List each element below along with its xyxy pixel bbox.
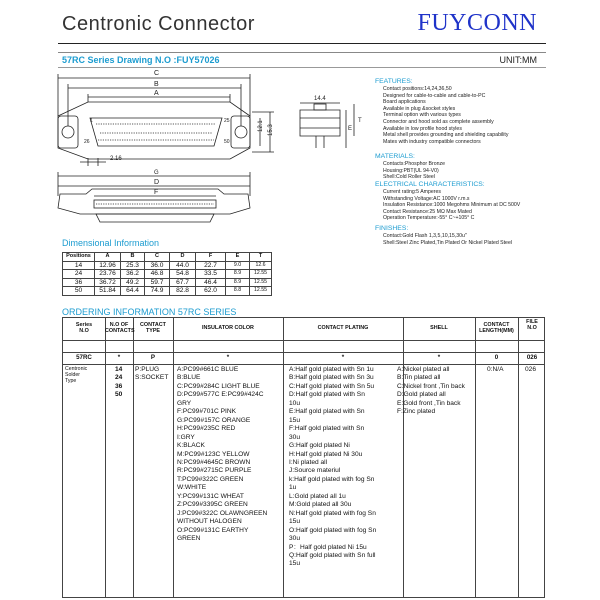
dim-table-cell: 51.84 [95, 287, 121, 296]
materials-title: MATERIALS: [375, 153, 415, 160]
pin-25-label: 25 [224, 118, 230, 124]
feature-item: Available in low profile hood styles [383, 125, 462, 132]
dimension-info-title: Dimensional Information [62, 238, 160, 248]
feature-item: Designed for cable-to-cable and cable-to-PC [383, 92, 486, 99]
header-type: CONTACT TYPE [140, 322, 166, 335]
dim-table-row [63, 278, 272, 287]
insulator-options [177, 366, 267, 544]
code-plating: * [341, 354, 345, 361]
shell-options [397, 366, 465, 417]
insulator-option: J:PC99#322C OLAWNGREEN [177, 509, 268, 517]
file-option: 026 [525, 366, 537, 373]
dim-table-cell: 14 [63, 261, 95, 270]
features-title: FEATURES: [375, 78, 413, 85]
dim-table-cell: 54.8 [170, 270, 196, 279]
plating-option: J:Source materiul [289, 467, 341, 475]
plating-option: k:Half gold plated with fog Sn [289, 475, 375, 483]
finishes-block [375, 225, 555, 246]
dim-header-cell: B [121, 253, 145, 262]
pin-1-label: 1 [90, 118, 93, 124]
series-description [65, 366, 87, 385]
dim-table-cell: 12.55 [250, 287, 272, 296]
code-length: 0 [494, 354, 499, 361]
dim-table-cell: 59.7 [145, 278, 170, 287]
type-option: P:PLUG [135, 366, 160, 373]
dim-table-cell: 12.55 [250, 270, 272, 279]
insulator-option: Z:PC99#3395C GREEN [177, 501, 248, 509]
ordering-table [62, 317, 545, 598]
code-shell: * [437, 354, 441, 361]
insulator-option: O:PC99#131C EARTHY [177, 526, 249, 534]
dim-header-cell: C [145, 253, 170, 262]
feature-item: Contact positions:14,24,36,50 [383, 86, 452, 92]
code-insulator: * [226, 354, 230, 361]
dim-table-cell: 46.8 [145, 270, 170, 279]
header-insulator: INSULATOR COLOR [202, 325, 254, 331]
shell-option: D:Gold plated all [397, 391, 446, 399]
plating-option: A:Half gold plated with Sn 1u [289, 366, 374, 373]
insulator-option: B:BLUE [177, 374, 201, 382]
dim-table-row [63, 261, 272, 270]
electrical-item: Operation Temperature:-55° C~+105° C [383, 215, 475, 222]
dim-header-cell: F [196, 253, 226, 262]
brand-logo: FUYCONN [417, 10, 537, 36]
dim-table-cell: 23.76 [95, 270, 121, 279]
contacts-option: 14 [115, 366, 123, 373]
header-length: CONTACT LENGTH(MM) [479, 322, 514, 335]
top-view-outline [58, 102, 250, 159]
code-series: 57RC [76, 354, 92, 361]
dim-table-row [63, 287, 272, 296]
top-view-insert [90, 118, 222, 146]
electrical-item: Withstanding Voltage:AC 1000V r.m.s [383, 195, 470, 202]
electrical-item: Insulation Resistance:1000 Megohms Minimum at DC 500V [383, 202, 521, 209]
feature-item: Metal shell provides grounding and shielding capability [383, 132, 509, 139]
code-contacts: * [117, 354, 121, 361]
electrical-item: Current rating:5 Amperes [383, 189, 441, 195]
electrical-title: ELECTRICAL CHARACTERISTICS: [375, 181, 485, 188]
insulator-option: F:PC99#701C PINK [177, 408, 237, 416]
insulator-option: A:PC99#661C BLUE [177, 366, 239, 373]
code-file: 026 [526, 354, 538, 361]
finish-item: Shell:Steel Zinc Plated,Tin Plated Or Nickel Plated Steel [383, 239, 512, 246]
insulator-option: WITHOUT HALOGEN [177, 518, 242, 526]
dim-header-cell: Positions [63, 253, 95, 262]
insulator-option: K:BLACK [177, 442, 205, 450]
header-series: Series N.O [75, 322, 93, 335]
plating-option: P：Half gold plated Ni 15u [289, 543, 367, 551]
plating-option: 15u [289, 518, 301, 526]
dim-table-cell: 22.7 [196, 261, 226, 270]
series-line: Type [65, 378, 77, 385]
dim-table-cell: 24 [63, 270, 95, 279]
cable-tail [96, 214, 214, 222]
plating-option: B:Half gold plated with Sn 3u [289, 374, 374, 382]
unit-label: UNIT:MM [499, 55, 537, 65]
feature-item: Mates with industry compatible connectors [383, 138, 481, 145]
plating-option: 30u [289, 535, 301, 543]
header-plating: CONTACT PLATING [317, 325, 369, 331]
dim-label-15-3: 15.3 [268, 124, 274, 136]
dim-label-e: E [348, 126, 353, 132]
side-view-body [300, 110, 340, 136]
dim-header-cell: A [95, 253, 121, 262]
insulator-option: W:WHITE [177, 484, 207, 492]
insulator-option: D:PC99#577C E:PC99#424C [177, 391, 264, 399]
contacts-option: 50 [115, 391, 123, 399]
plating-option: 15u [289, 560, 301, 568]
header-shell: SHELL [430, 325, 448, 331]
shell-option: C:Nickel front ,Tin back [397, 382, 465, 390]
dim-table-cell: 12.6 [250, 261, 272, 270]
dim-table-cell: 82.8 [170, 287, 196, 296]
plating-option: N:Half gold plated with fog Sn [289, 509, 376, 517]
dim-header-cell: E [226, 253, 250, 262]
plating-option: Q:Half gold plated with Sn full [289, 551, 376, 559]
dim-label-t: T [358, 118, 362, 124]
contacts-options [115, 366, 122, 400]
material-item: Contacts:Phosphor Bronze [383, 161, 445, 167]
plating-option: 10u [289, 399, 301, 407]
feature-item: Available in plug &socket styles [383, 105, 456, 112]
contacts-option: 24 [115, 374, 123, 382]
type-options [135, 366, 168, 383]
materials-list [375, 161, 555, 181]
plating-option: 1u [289, 484, 297, 492]
shell-option: B:Tin plated all [397, 374, 441, 382]
plating-option: F:Half gold plated with Sn [289, 425, 365, 433]
header-file: FILE N.O [526, 319, 538, 332]
drawing-number: 57RC Series Drawing N.O :FUY57026 [62, 55, 220, 65]
shell-option: E:Gold front ,Tin back [397, 399, 461, 407]
dim-label-12-1: 12.1 [258, 120, 264, 132]
plating-option: O:Half gold plated with fog Sn [289, 526, 377, 534]
finish-item: Contact:Gold Flash 1,3,5,10,15,30u" [383, 233, 467, 239]
series-line: Centronic [65, 366, 88, 372]
features-list [375, 86, 555, 145]
code-type: P [150, 354, 156, 361]
insulator-option: R:PC99#2715C PURPLE [177, 467, 252, 475]
plating-option: D:Half gold plated with Sn [289, 391, 365, 399]
finishes-list [375, 233, 555, 246]
insulator-option: M:PC99#123C YELLOW [177, 450, 250, 458]
dim-table-cell: 36.72 [95, 278, 121, 287]
electrical-list [375, 189, 555, 222]
features-block [375, 78, 555, 145]
plating-options [289, 366, 376, 569]
header-contacts: N.O OF CONTACTS [105, 322, 135, 335]
dim-table-cell: 8.9 [226, 278, 250, 287]
dim-label-g: G [154, 170, 159, 176]
plating-option: G:Half gold plated Ni [289, 442, 350, 450]
insulator-option: T:PC99#322C GREEN [177, 475, 244, 483]
electrical-block [375, 181, 555, 222]
plating-option: 15u [289, 416, 301, 424]
insulator-option: GREEN [177, 535, 201, 543]
feature-item: Terminal option with various types [383, 112, 461, 119]
dim-table-cell: 9.0 [226, 261, 250, 270]
dim-table-cell: 62.0 [196, 287, 226, 296]
material-item: Shell:Cold Roller Steel [383, 174, 435, 181]
dim-label-c: C [154, 70, 160, 77]
plating-option: H:Half gold plated Ni 30u [289, 450, 363, 458]
pin-26-label: 26 [84, 139, 90, 145]
plating-option: I:Ni plated all [289, 458, 328, 466]
finishes-title: FINISHES: [375, 225, 409, 232]
materials-block [375, 153, 555, 181]
contacts-option: 36 [115, 382, 123, 390]
insulator-option: G:PC99#157C ORANGE [177, 416, 251, 424]
dim-table-cell: 25.3 [121, 261, 145, 270]
shell-option: F:Zinc plated [397, 408, 436, 416]
dim-table-cell: 36.2 [121, 270, 145, 279]
dim-table-cell: 46.4 [196, 278, 226, 287]
shell-option: A:Nickel plated all [397, 366, 450, 373]
dim-label-2-16: 2.16 [110, 156, 122, 162]
dim-table-cell: 67.7 [170, 278, 196, 287]
dim-table-cell: 8.9 [226, 270, 250, 279]
dim-label-d: D [154, 179, 160, 186]
plating-option: L:Gold plated all 1u [289, 492, 346, 500]
dim-label-a: A [154, 90, 159, 97]
insulator-option: C:PC99#284C LIGHT BLUE [177, 382, 260, 390]
insulator-option: Y:PC99#131C WHEAT [177, 492, 244, 500]
insulator-option: N:PC99#4645C BROWN [177, 458, 251, 466]
feature-item: Board applications [383, 99, 426, 106]
plating-option: C:Half gold plated with Sn 5u [289, 382, 375, 390]
dim-table-cell: 44.0 [170, 261, 196, 270]
insulator-option: H:PC99#235C RED [177, 425, 236, 433]
material-item: Housing:PBT(UL 94-V0) [383, 167, 439, 174]
dim-table-row [63, 270, 272, 279]
dim-table-cell: 12.55 [250, 278, 272, 287]
type-option: S:SOCKET [135, 374, 169, 382]
series-line: Solder [65, 372, 80, 379]
electrical-item: Contact Resistance:25 MΩ Max Mated [383, 208, 472, 215]
dim-table-cell: 64.4 [121, 287, 145, 296]
dim-table-cell: 74.9 [145, 287, 170, 296]
length-option: 0:N/A [487, 366, 504, 373]
plating-option: M:Gold plated all 30u [289, 501, 352, 509]
pin-50-label: 50 [224, 139, 230, 145]
dim-header-cell: D [170, 253, 196, 262]
left-mount-hole [62, 126, 74, 138]
plating-option: E:Half gold plated with Sn [289, 408, 365, 416]
dim-table-cell: 49.2 [121, 278, 145, 287]
dim-table-cell: 12.96 [95, 261, 121, 270]
insulator-option: GRY [177, 399, 192, 407]
feature-item: Connector and hood sold as complete assembly [383, 118, 494, 125]
dim-header-cell: T [250, 253, 272, 262]
dim-table-cell: 33.5 [196, 270, 226, 279]
dim-label-b: B [154, 81, 159, 88]
dim-table-cell: 8.8 [226, 287, 250, 296]
dim-table-cell: 36.0 [145, 261, 170, 270]
page-title: Centronic Connector [62, 13, 255, 35]
insulator-option: I:GRY [177, 433, 195, 441]
plating-option: 30u [289, 433, 301, 441]
dimension-table [62, 252, 272, 296]
dim-label-f: F [154, 189, 159, 196]
ordering-title: ORDERING INFORMATION 57RC SERIES [62, 307, 237, 317]
dim-table-cell: 50 [63, 287, 95, 296]
dim-table-cell: 36 [63, 278, 95, 287]
right-mount-hole [235, 126, 247, 138]
dim-label-14-4: 14.4 [314, 96, 326, 102]
